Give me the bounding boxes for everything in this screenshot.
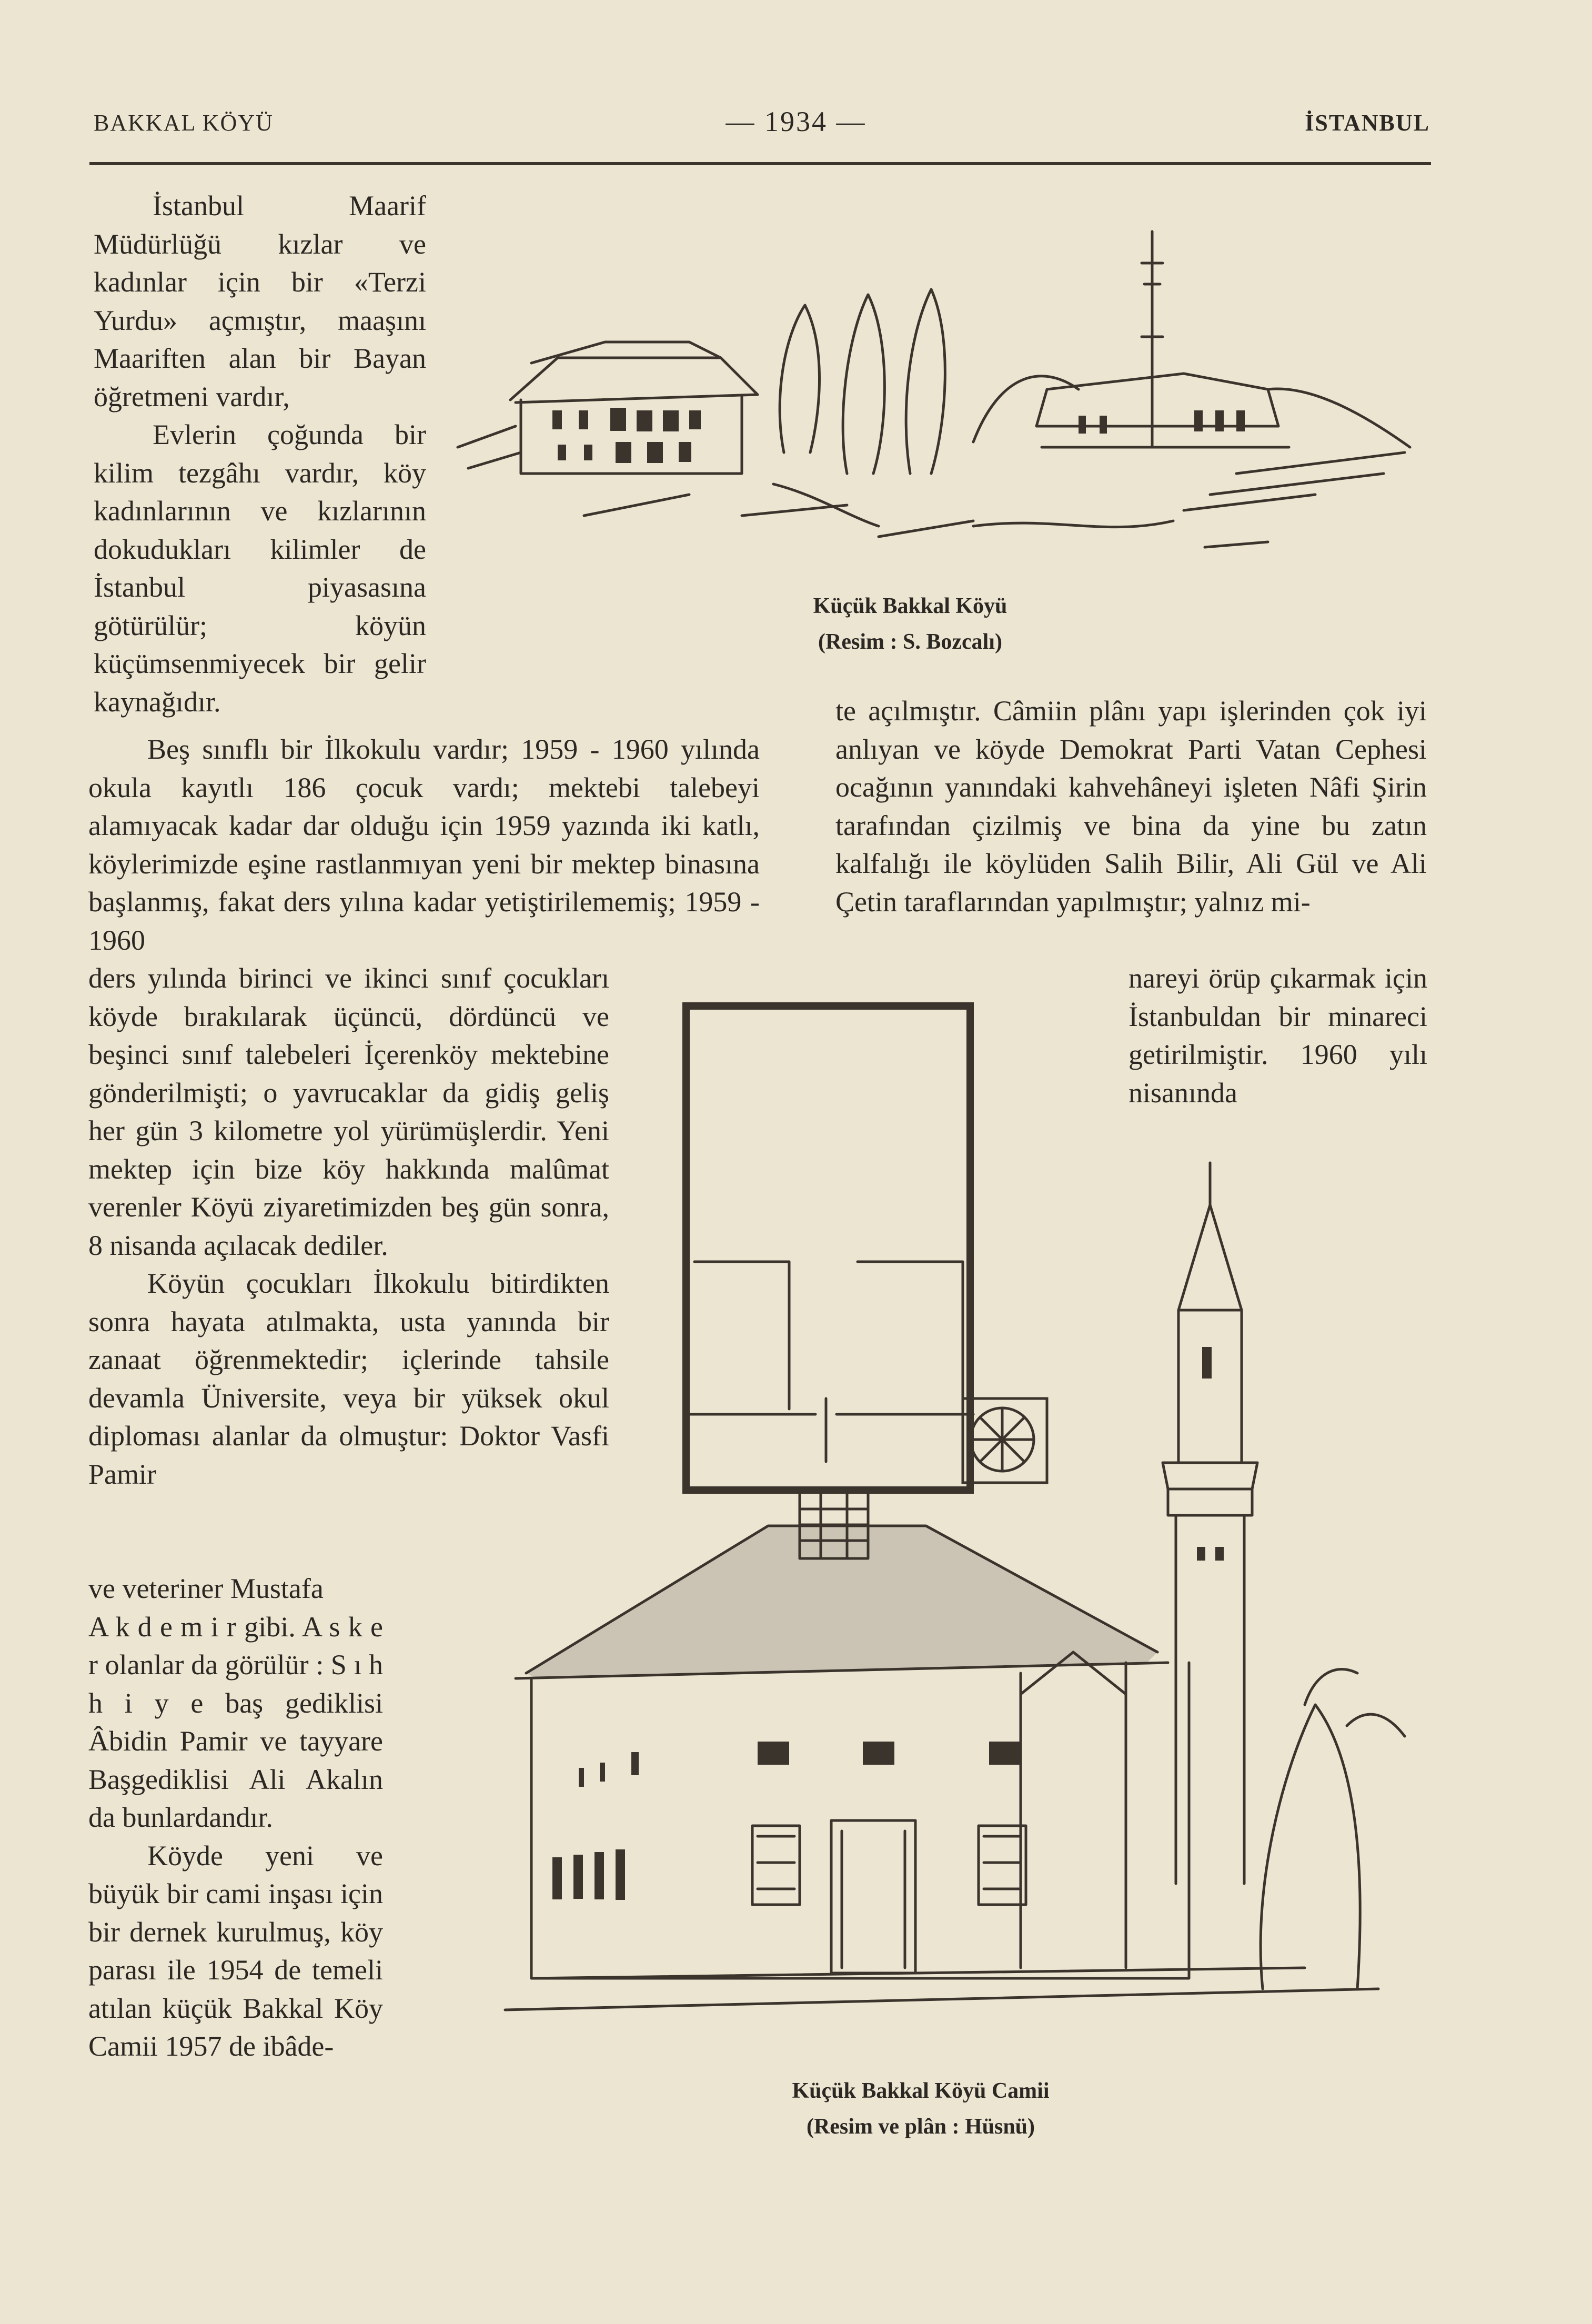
paragraph-minaret: nareyi örüp çıkarmak için İstanbuldan bir minareci getirilmiştir. 1960 yılı nisanında (1128, 962, 1427, 1109)
text-block-bottom-left (88, 1570, 383, 2066)
running-header-right: İSTANBUL (1305, 110, 1430, 136)
village-caption-credit: (Resim : S. Bozcalı) (818, 630, 1002, 654)
text-block-right-narrow (1128, 959, 1427, 1112)
text-block-top-left (94, 187, 426, 721)
village-caption-title: Küçük Bakkal Köyü (813, 594, 1007, 618)
page-number: — 1934 — (726, 106, 866, 137)
paragraph-mosque: Köyde yeni ve büyük bir cami inşası için bir dernek kurulmuş, köy parası ile 1954 de temeli atılan küçük Bakkal Köy Camii 1957 de ibâde- (88, 1839, 383, 2062)
mosque-caption-credit: (Resim ve plân : Hüsnü) (806, 2115, 1035, 2139)
paragraph-school-cont: ders yılında birinci ve ikinci sınıf çocukları köyde bırakılarak üçüncü, dördüncü ve beşinci sınıf talebeleri İçerenköy mektebine gönderilmişti; o yavrucaklar da gidiş geliş her gün 3 kilometre yol yürümüşlerdir. Yeni mektep için bize köy hakkında malûmat verenler Köyü ziyaretimizden beş gün sonra, 8 nisanda açılacak dediler. (88, 962, 609, 1261)
paragraph-school: Beş sınıflı bir İlkokulu vardır; 1959 - 1960 yılında okula kayıtlı 186 çocuk vardı; mektebi talebeyi alamıyacak kadar dar olduğu için 1959 yazında iki katlı, köylerimizde eşine rastlanmıyan yeni bir mektep binasına başlanmış, fakat ders yılına kadar yetiştirilememiş; 1959 - 1960 (88, 733, 760, 956)
mosque-drawing (463, 1147, 1431, 2078)
text-block-right-top (835, 692, 1427, 921)
paragraph-kilim: Evlerin çoğunda bir kilim tezgâhı vardır, köy kadınlarının ve kızlarının dokudukları kilimler de İstanbul piyasasına götürülür; köyün küçümsenmiyecek bir gelir kaynağıdır. (94, 419, 426, 718)
mosque-caption-title: Küçük Bakkal Köyü Camii (792, 2079, 1050, 2103)
paragraph-education: Köyün çocukları İlkokulu bitirdikten sonra hayata atılmakta, usta yanında bir zanaat öğrenmektedir; içlerinde tahsile devamla Üniversite, veya bir yüksek okul diploması alanlar da olmuştur: Doktor Vasfi Pamir (88, 1267, 609, 1490)
mosque-caption (694, 2073, 1147, 2145)
paragraph-veteriner: ve veteriner Mustafa (88, 1573, 324, 1604)
header-rule (89, 162, 1431, 165)
paragraph-mosque-cont: te açılmıştır. Câmiin plânı yapı işlerinden çok iyi anlıyan ve köyde Demokrat Parti Vatan Cephesi ocağının yanındaki kahvehâneyi işleten Nâfi Şirin tarafından çizilmiş ve bina da yine bu zatın kalfalığı ile köylüden Salih Bilir, Ali Gül ve Ali Çetin taraflarından yapılmıştır; yalnız mi- (835, 695, 1427, 918)
text-block-school (88, 730, 760, 959)
village-caption (752, 588, 1068, 660)
village-sketch (447, 200, 1436, 589)
running-header-left: BAKKAL KÖYÜ (94, 110, 274, 136)
paragraph-terzi-yurdu: İstanbul Maarif Müdürlüğü kızlar ve kadınlar için bir «Terzi Yurdu» açmıştır, maaşını Maariften alan bir Bayan öğretmeni vardır, (94, 190, 426, 413)
paragraph-asker: A k d e m i r gibi. A s k e r olanlar da görülür : S ı h h i y e baş gediklisi Âbidin Pamir ve tayyare Başgediklisi Ali Akalın da bunlardandır. (88, 1611, 383, 1833)
